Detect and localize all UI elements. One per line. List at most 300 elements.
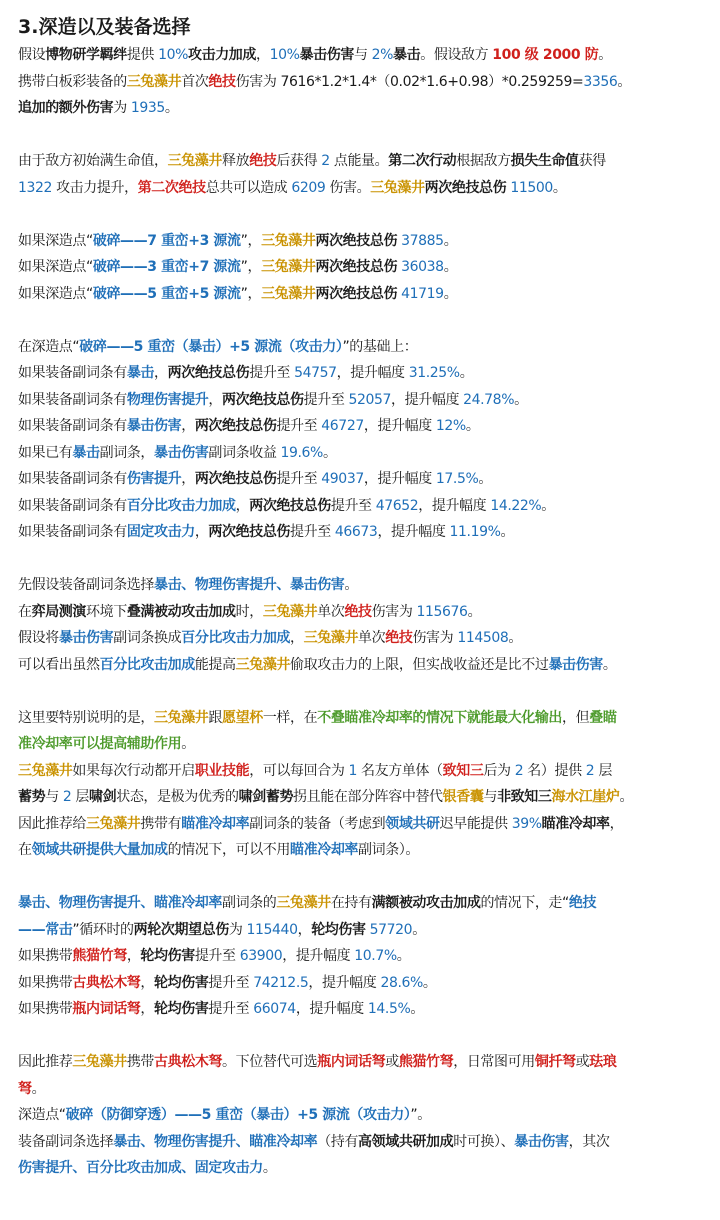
text-run: 11500 — [510, 179, 553, 196]
text-run: 三兔藻井 — [261, 259, 316, 275]
text-run: 三兔藻井 — [370, 179, 425, 196]
text-run: 点能量。 — [329, 153, 389, 169]
blank-line — [18, 201, 710, 228]
paragraph-line — [18, 440, 710, 467]
text-run: 6209 — [291, 179, 326, 196]
text-run: 总共可以造成 — [205, 179, 292, 196]
text-run: 暴击、物理伤害提升、瞄准冷却率 — [18, 895, 222, 911]
text-run: 熊猫竹弩 — [398, 1054, 454, 1070]
text-run: 如果已有 — [18, 444, 73, 461]
text-run: 。 — [262, 1160, 277, 1176]
text-run: 三兔藻井 — [303, 630, 359, 646]
text-run: 。假设敌方 — [420, 47, 493, 63]
text-run: 三兔藻井 — [262, 603, 318, 620]
text-run: 两次绝技总伤 — [208, 524, 291, 540]
text-run: 10% — [158, 47, 188, 63]
text-run: 副词条换成 — [113, 630, 182, 646]
text-run: 后为 — [483, 762, 515, 779]
text-run: 物理伤害提升 — [126, 391, 209, 408]
text-run: 深造点“ — [18, 1107, 66, 1123]
text-run: 铜扦弩 — [534, 1054, 576, 1070]
text-run: 跟 — [208, 709, 223, 726]
text-run: 如果装备副词条有 — [18, 391, 127, 408]
text-run: ， — [181, 471, 195, 487]
text-run: ，提升幅度 — [363, 418, 436, 434]
text-run: 两次绝技总伤 — [194, 471, 277, 487]
text-run: 。 — [617, 73, 631, 90]
text-run: 提升至 — [276, 418, 322, 434]
text-run: 伤害提升 — [126, 471, 182, 487]
text-run: 领域共研提供大量加成 — [31, 842, 168, 858]
text-run: 提升至 — [208, 974, 254, 991]
text-run: 114508 — [457, 630, 509, 646]
text-run: ，其次 — [568, 1133, 610, 1150]
text-run: ”， — [240, 232, 262, 249]
text-run: ”， — [240, 259, 262, 275]
text-run: 。 — [412, 921, 426, 938]
text-run: 24.78% — [463, 391, 515, 408]
text-run: 两次绝技总伤 — [222, 391, 304, 408]
paragraph-line — [18, 281, 710, 308]
text-run: 暴击伤害 — [154, 444, 209, 461]
blank-line — [18, 678, 710, 705]
text-run: 2 — [514, 762, 524, 779]
text-run: 第二次行动 — [388, 153, 457, 169]
text-run: 弈局测演 — [31, 603, 87, 620]
text-run: 47652 — [375, 497, 419, 514]
text-run: 破碎——7 重峦+3 源流 — [92, 232, 241, 249]
text-run: 攻击力提升， — [52, 179, 138, 196]
text-run: 。 — [31, 1080, 46, 1097]
paragraph-line — [18, 758, 710, 785]
section-heading: 3.深造以及装备选择 — [18, 16, 191, 38]
text-run: 拐且能在部分阵容中替代 — [293, 789, 443, 805]
text-run: 准冷却率可以提高辅助作用 — [18, 736, 182, 752]
text-run: 100 级 2000 防 — [492, 47, 599, 63]
text-run: 57720 — [369, 921, 413, 938]
paragraph-line — [18, 493, 710, 520]
text-run: 如果携带 — [18, 948, 73, 964]
text-run: 绝技 — [249, 153, 277, 169]
text-run: 由于敌方初始满生命值， — [18, 153, 168, 169]
text-run: ，日常图可用 — [453, 1054, 535, 1070]
text-run: 。 — [443, 259, 458, 275]
text-run: 暴击伤害 — [58, 630, 114, 646]
text-run: 的情况下，走“ — [480, 895, 569, 911]
text-run: 名）提供 — [523, 762, 586, 779]
text-run: ， — [208, 391, 223, 408]
text-run: 54757 — [294, 365, 337, 381]
paragraph-line — [18, 652, 710, 679]
paragraph-line — [18, 334, 710, 361]
text-run: 暴击、物理伤害提升、暴击伤害 — [154, 577, 345, 593]
text-run: 副词条， — [99, 444, 155, 461]
text-run: 11.19% — [449, 524, 501, 540]
text-run: 的情况下，可以不用 — [167, 842, 291, 858]
text-run: 层 — [594, 762, 612, 779]
paragraph-line — [18, 42, 710, 69]
text-run: 14.5% — [367, 1001, 411, 1017]
text-run: 暴击伤害 — [299, 47, 354, 63]
text-run: 或 — [575, 1054, 590, 1070]
text-run: ， — [181, 418, 195, 434]
text-run: 。 — [443, 285, 458, 302]
text-run: 31.25% — [408, 365, 460, 381]
text-run: 在 — [18, 842, 32, 858]
text-run: 10.7% — [354, 948, 397, 964]
text-run: 。 — [181, 736, 195, 752]
text-run: 46673 — [334, 524, 378, 540]
text-run: 伤害为 — [371, 603, 417, 620]
text-run: 14.22% — [490, 497, 542, 514]
text-run: 。 — [322, 444, 337, 461]
text-run: 。 — [344, 577, 359, 593]
text-run: 叠满被动攻击加成 — [126, 603, 236, 620]
text-run: 115440 — [246, 921, 298, 938]
text-run: 2 — [321, 153, 330, 169]
text-run: 叠瞄 — [589, 709, 617, 726]
blank-line — [18, 1023, 710, 1050]
text-run: ，提升幅度 — [377, 524, 450, 540]
text-run: ，提升幅度 — [363, 471, 436, 487]
text-run: ， — [140, 974, 155, 991]
paragraph-line — [18, 572, 710, 599]
paragraph-line — [18, 1049, 710, 1076]
text-run: 暴击伤害 — [548, 656, 603, 673]
text-run: 如果携带 — [18, 1001, 73, 1017]
text-run: 携带 — [126, 1054, 155, 1070]
text-run: 百分比攻击力加成 — [126, 497, 236, 514]
paragraph-line — [18, 731, 710, 758]
text-run: 暴击 — [72, 444, 100, 461]
text-run: ， — [194, 524, 209, 540]
text-run: 如果装备副词条有 — [18, 471, 127, 487]
text-run: 在持有 — [330, 895, 372, 911]
text-run: 三兔藻井 — [86, 815, 141, 832]
text-run: 弩 — [18, 1080, 32, 1097]
text-run: 暴击 — [126, 365, 155, 381]
text-run: 瓶内词话弩 — [317, 1054, 386, 1070]
text-run: 绝技 — [208, 73, 236, 90]
text-run: 如果携带 — [18, 974, 73, 991]
text-run: 1 — [348, 762, 357, 779]
text-run: 暴击、物理伤害提升、瞄准冷却率 — [113, 1133, 318, 1150]
text-run: ，提升幅度 — [336, 365, 409, 381]
text-run: 绝技 — [568, 895, 597, 911]
text-run: 偷取攻击力的上限，但实战收益还是比不过 — [290, 656, 549, 673]
text-run: 这里要特别说明的是， — [18, 709, 154, 726]
text-run: 2 — [585, 762, 595, 779]
text-run: 破碎——3 重峦+7 源流 — [92, 259, 241, 275]
text-run: 瞄准冷却率 — [290, 842, 359, 858]
text-run: 百分比攻击加成 — [99, 656, 195, 673]
text-run: 为 — [113, 100, 131, 116]
text-run: 37885 — [401, 232, 444, 249]
text-run: 破碎——5 重峦+5 源流 — [92, 285, 241, 302]
text-run: 如果深造点“ — [18, 232, 93, 249]
text-run: 或 — [385, 1054, 399, 1070]
text-run: ”循环时的 — [72, 921, 134, 938]
paragraph-line — [18, 254, 710, 281]
text-run: 古典松木弩 — [72, 974, 141, 991]
text-run: 环境下 — [86, 603, 127, 620]
paragraph-line — [18, 837, 710, 864]
text-run: 伤害。 — [325, 179, 371, 196]
text-run: 10% — [269, 47, 300, 63]
text-run: 三兔藻井 — [261, 232, 316, 249]
text-run: 海水江崖炉 — [551, 789, 620, 805]
text-run: 三兔藻井 — [126, 73, 182, 90]
paragraph-line — [18, 69, 710, 96]
paragraph-line — [18, 705, 710, 732]
blank-line — [18, 546, 710, 573]
text-run: 36038 — [401, 259, 444, 275]
text-run: 52057 — [348, 391, 392, 408]
text-run: 与 — [353, 47, 372, 63]
text-run: 获得 — [578, 153, 606, 169]
text-run: 时， — [235, 603, 263, 620]
text-run: 。 — [500, 524, 515, 540]
text-run: 能提高 — [194, 656, 236, 673]
text-run: 提升至 — [194, 948, 240, 964]
text-run: 领域共研 — [385, 815, 440, 832]
text-run: 副词条）。 — [358, 842, 420, 858]
text-run: 啸剑蓄势 — [238, 789, 294, 805]
paragraph-line — [18, 784, 710, 811]
text-run: 。 — [164, 100, 179, 116]
text-run: 46727 — [321, 418, 364, 434]
text-run: 啸剑 — [89, 789, 117, 805]
paragraph-line — [18, 519, 710, 546]
blank-line — [18, 307, 710, 334]
text-run: 三兔藻井 — [276, 895, 331, 911]
text-run: 伤害提升、百分比攻击加成、固定攻击力 — [18, 1160, 263, 1176]
text-run: 轮均伤害 — [154, 1001, 209, 1017]
text-run: 单次 — [358, 630, 386, 646]
text-run: 状态，是极为优秀的 — [116, 789, 239, 805]
text-run: 珐琅 — [589, 1054, 617, 1070]
text-run: 如果深造点“ — [18, 259, 93, 275]
text-run: 名友方单体（ — [356, 762, 443, 779]
text-run: ”， — [240, 285, 262, 302]
text-run: 古典松木弩 — [154, 1054, 223, 1070]
text-run: ，提升幅度 — [418, 497, 491, 514]
text-run: 首次 — [181, 73, 209, 90]
text-run: 三兔藻井 — [261, 285, 316, 302]
text-run: 提升至 — [290, 524, 335, 540]
text-run: 。 — [598, 47, 612, 63]
text-run: 三兔藻井 — [72, 1054, 127, 1070]
text-run: 两次绝技总伤 — [424, 179, 507, 196]
text-run: 提升至 — [330, 497, 376, 514]
text-run: ，提升幅度 — [391, 391, 464, 408]
paragraph-line — [18, 917, 710, 944]
text-run: 副词条的装备（考虑到 — [249, 815, 386, 832]
text-run: 19.6% — [280, 444, 323, 461]
text-run: 伤害为 7616*1.2*1.4*（0.02*1.6+0.98）*0.259259= — [235, 73, 584, 90]
paragraph-line — [18, 1102, 710, 1129]
text-run: 为 — [228, 921, 247, 938]
text-run: 蓄势 — [18, 789, 46, 805]
text-run: 两轮次期望总伤 — [133, 921, 229, 938]
paragraph-line — [18, 1129, 710, 1156]
text-run: 39% — [511, 815, 542, 832]
text-run: 根据敌方 — [456, 153, 511, 169]
paragraph-line — [18, 228, 710, 255]
text-run: 。下位替代可选 — [222, 1054, 318, 1070]
blank-line — [18, 122, 710, 149]
text-run: 两次绝技总伤 — [315, 285, 398, 302]
text-run: 三兔藻井 — [167, 153, 223, 169]
text-run: 固定攻击力 — [126, 524, 195, 540]
paragraph-line — [18, 890, 710, 917]
paragraph-line — [18, 811, 710, 838]
text-run: 非致知三 — [497, 789, 552, 805]
paragraph-line — [18, 413, 710, 440]
paragraph-line — [18, 1155, 710, 1182]
paragraph-line — [18, 175, 710, 202]
text-run: 。 — [602, 656, 617, 673]
text-run: 与 — [45, 789, 63, 805]
text-run: 百分比攻击力加成 — [181, 630, 291, 646]
text-run: 不叠瞄准冷却率的情况下就能最大化输出 — [317, 709, 563, 726]
text-run: 绝技 — [344, 603, 372, 620]
text-run: 伤害为 — [412, 630, 458, 646]
text-run: 绝技 — [385, 630, 413, 646]
text-run: ， — [154, 365, 168, 381]
document-body — [18, 42, 710, 1182]
text-run: ”。 — [410, 1107, 431, 1123]
paragraph-line — [18, 625, 710, 652]
text-run: 致知三 — [442, 762, 484, 779]
text-run: ， — [297, 921, 312, 938]
paragraph-line — [18, 996, 710, 1023]
text-run: 如果深造点“ — [18, 285, 93, 302]
text-run: 3356 — [583, 73, 618, 90]
text-run: 在深造点“ — [18, 338, 80, 355]
text-run: 第二次绝技 — [137, 179, 206, 196]
paragraph-line — [18, 360, 710, 387]
text-run: 假设将 — [18, 630, 59, 646]
text-run: 。 — [508, 630, 522, 646]
text-run: ， — [235, 497, 250, 514]
text-run: 2% — [371, 47, 394, 63]
text-run: 攻击力加成 — [188, 47, 256, 63]
text-run: 提升至 — [303, 391, 349, 408]
text-run: 轮均伤害 — [311, 921, 366, 938]
paragraph-line — [18, 599, 710, 626]
text-run: 28.6% — [380, 974, 423, 991]
text-run: ，可以每回合为 — [249, 762, 349, 779]
text-run: 如果装备副词条有 — [18, 418, 127, 434]
paragraph-line — [18, 943, 710, 970]
text-run: 2 — [62, 789, 72, 805]
text-run: 银香囊 — [442, 789, 484, 805]
text-run: 职业技能 — [194, 762, 250, 779]
text-run: 三兔藻井 — [154, 709, 209, 726]
text-run: 瞄准冷却率 — [541, 815, 610, 832]
text-run: ， — [126, 948, 141, 964]
text-run: 两次绝技总伤 — [194, 418, 277, 434]
text-run: 提升至 — [276, 471, 322, 487]
text-run: 12% — [435, 418, 466, 434]
text-run: 。 — [541, 497, 555, 514]
text-run: （持有 — [317, 1133, 359, 1150]
text-run: ， — [609, 815, 624, 832]
text-run: 在 — [18, 603, 32, 620]
text-run: 17.5% — [435, 471, 479, 487]
text-run: 。 — [459, 365, 474, 381]
text-run: ，提升幅度 — [282, 948, 355, 964]
text-run: 两次绝技总伤 — [315, 259, 398, 275]
text-run: 博物研学羁绊 — [45, 47, 127, 63]
text-run: 暴击 — [393, 47, 421, 63]
text-run: 提升至 — [208, 1001, 254, 1017]
text-run: 愿望杯 — [222, 709, 263, 726]
text-run: 追加的额外伤害 — [18, 100, 114, 116]
text-run: 115676 — [416, 603, 468, 620]
text-run: 74212.5 — [253, 974, 309, 991]
text-run: 时可换）、 — [453, 1133, 515, 1150]
text-run: 轮均伤害 — [140, 948, 195, 964]
text-run: 提供 — [126, 47, 159, 63]
text-run: 三兔藻井 — [18, 762, 73, 779]
text-run: 满额被动攻击加成 — [371, 895, 481, 911]
text-run: 轮均伤害 — [154, 974, 209, 991]
text-run: 。 — [396, 948, 411, 964]
text-run: 。 — [514, 391, 528, 408]
text-run: ， — [140, 1001, 155, 1017]
blank-line — [18, 864, 710, 891]
text-run: 暴击伤害 — [514, 1133, 569, 1150]
text-run: 释放 — [222, 153, 250, 169]
text-run: ”的基础上： — [342, 338, 418, 355]
text-run: 41719 — [401, 285, 444, 302]
text-run: 装备副词条选择 — [18, 1133, 114, 1150]
text-run: 。 — [478, 471, 492, 487]
text-run: 假设 — [18, 47, 46, 63]
paragraph-line — [18, 387, 710, 414]
text-run: 瞄准冷却率 — [181, 815, 250, 832]
text-run: 破碎——5 重峦（暴击）+5 源流（攻击力） — [79, 338, 343, 355]
text-run: 。 — [552, 179, 567, 196]
paragraph-line — [18, 148, 710, 175]
text-run: 两次绝技总伤 — [167, 365, 250, 381]
paragraph-line — [18, 466, 710, 493]
paragraph-line — [18, 970, 710, 997]
paragraph-line — [18, 1076, 710, 1103]
text-run: 携带白板彩装备的 — [18, 73, 127, 90]
text-run: 如果装备副词条有 — [18, 497, 127, 514]
text-run: 如果每次行动都开启 — [72, 762, 195, 779]
text-run: 与 — [483, 789, 498, 805]
text-run: 49037 — [321, 471, 364, 487]
text-run: 66074 — [253, 1001, 296, 1017]
text-run: 如果装备副词条有 — [18, 365, 127, 381]
text-run: 单次 — [317, 603, 345, 620]
text-run: 高领域共研加成 — [358, 1133, 454, 1150]
text-run: 两次绝技总伤 — [249, 497, 331, 514]
text-run: 提升至 — [249, 365, 295, 381]
text-run: 。 — [422, 974, 437, 991]
text-run: ，提升幅度 — [295, 1001, 368, 1017]
text-run: 如果装备副词条有 — [18, 524, 127, 540]
text-run: 副词条收益 — [208, 444, 281, 461]
text-run: 。 — [410, 1001, 424, 1017]
text-run: ，提升幅度 — [308, 974, 381, 991]
text-run: ——常击 — [18, 921, 73, 938]
text-run: 瓶内词话弩 — [72, 1001, 141, 1017]
